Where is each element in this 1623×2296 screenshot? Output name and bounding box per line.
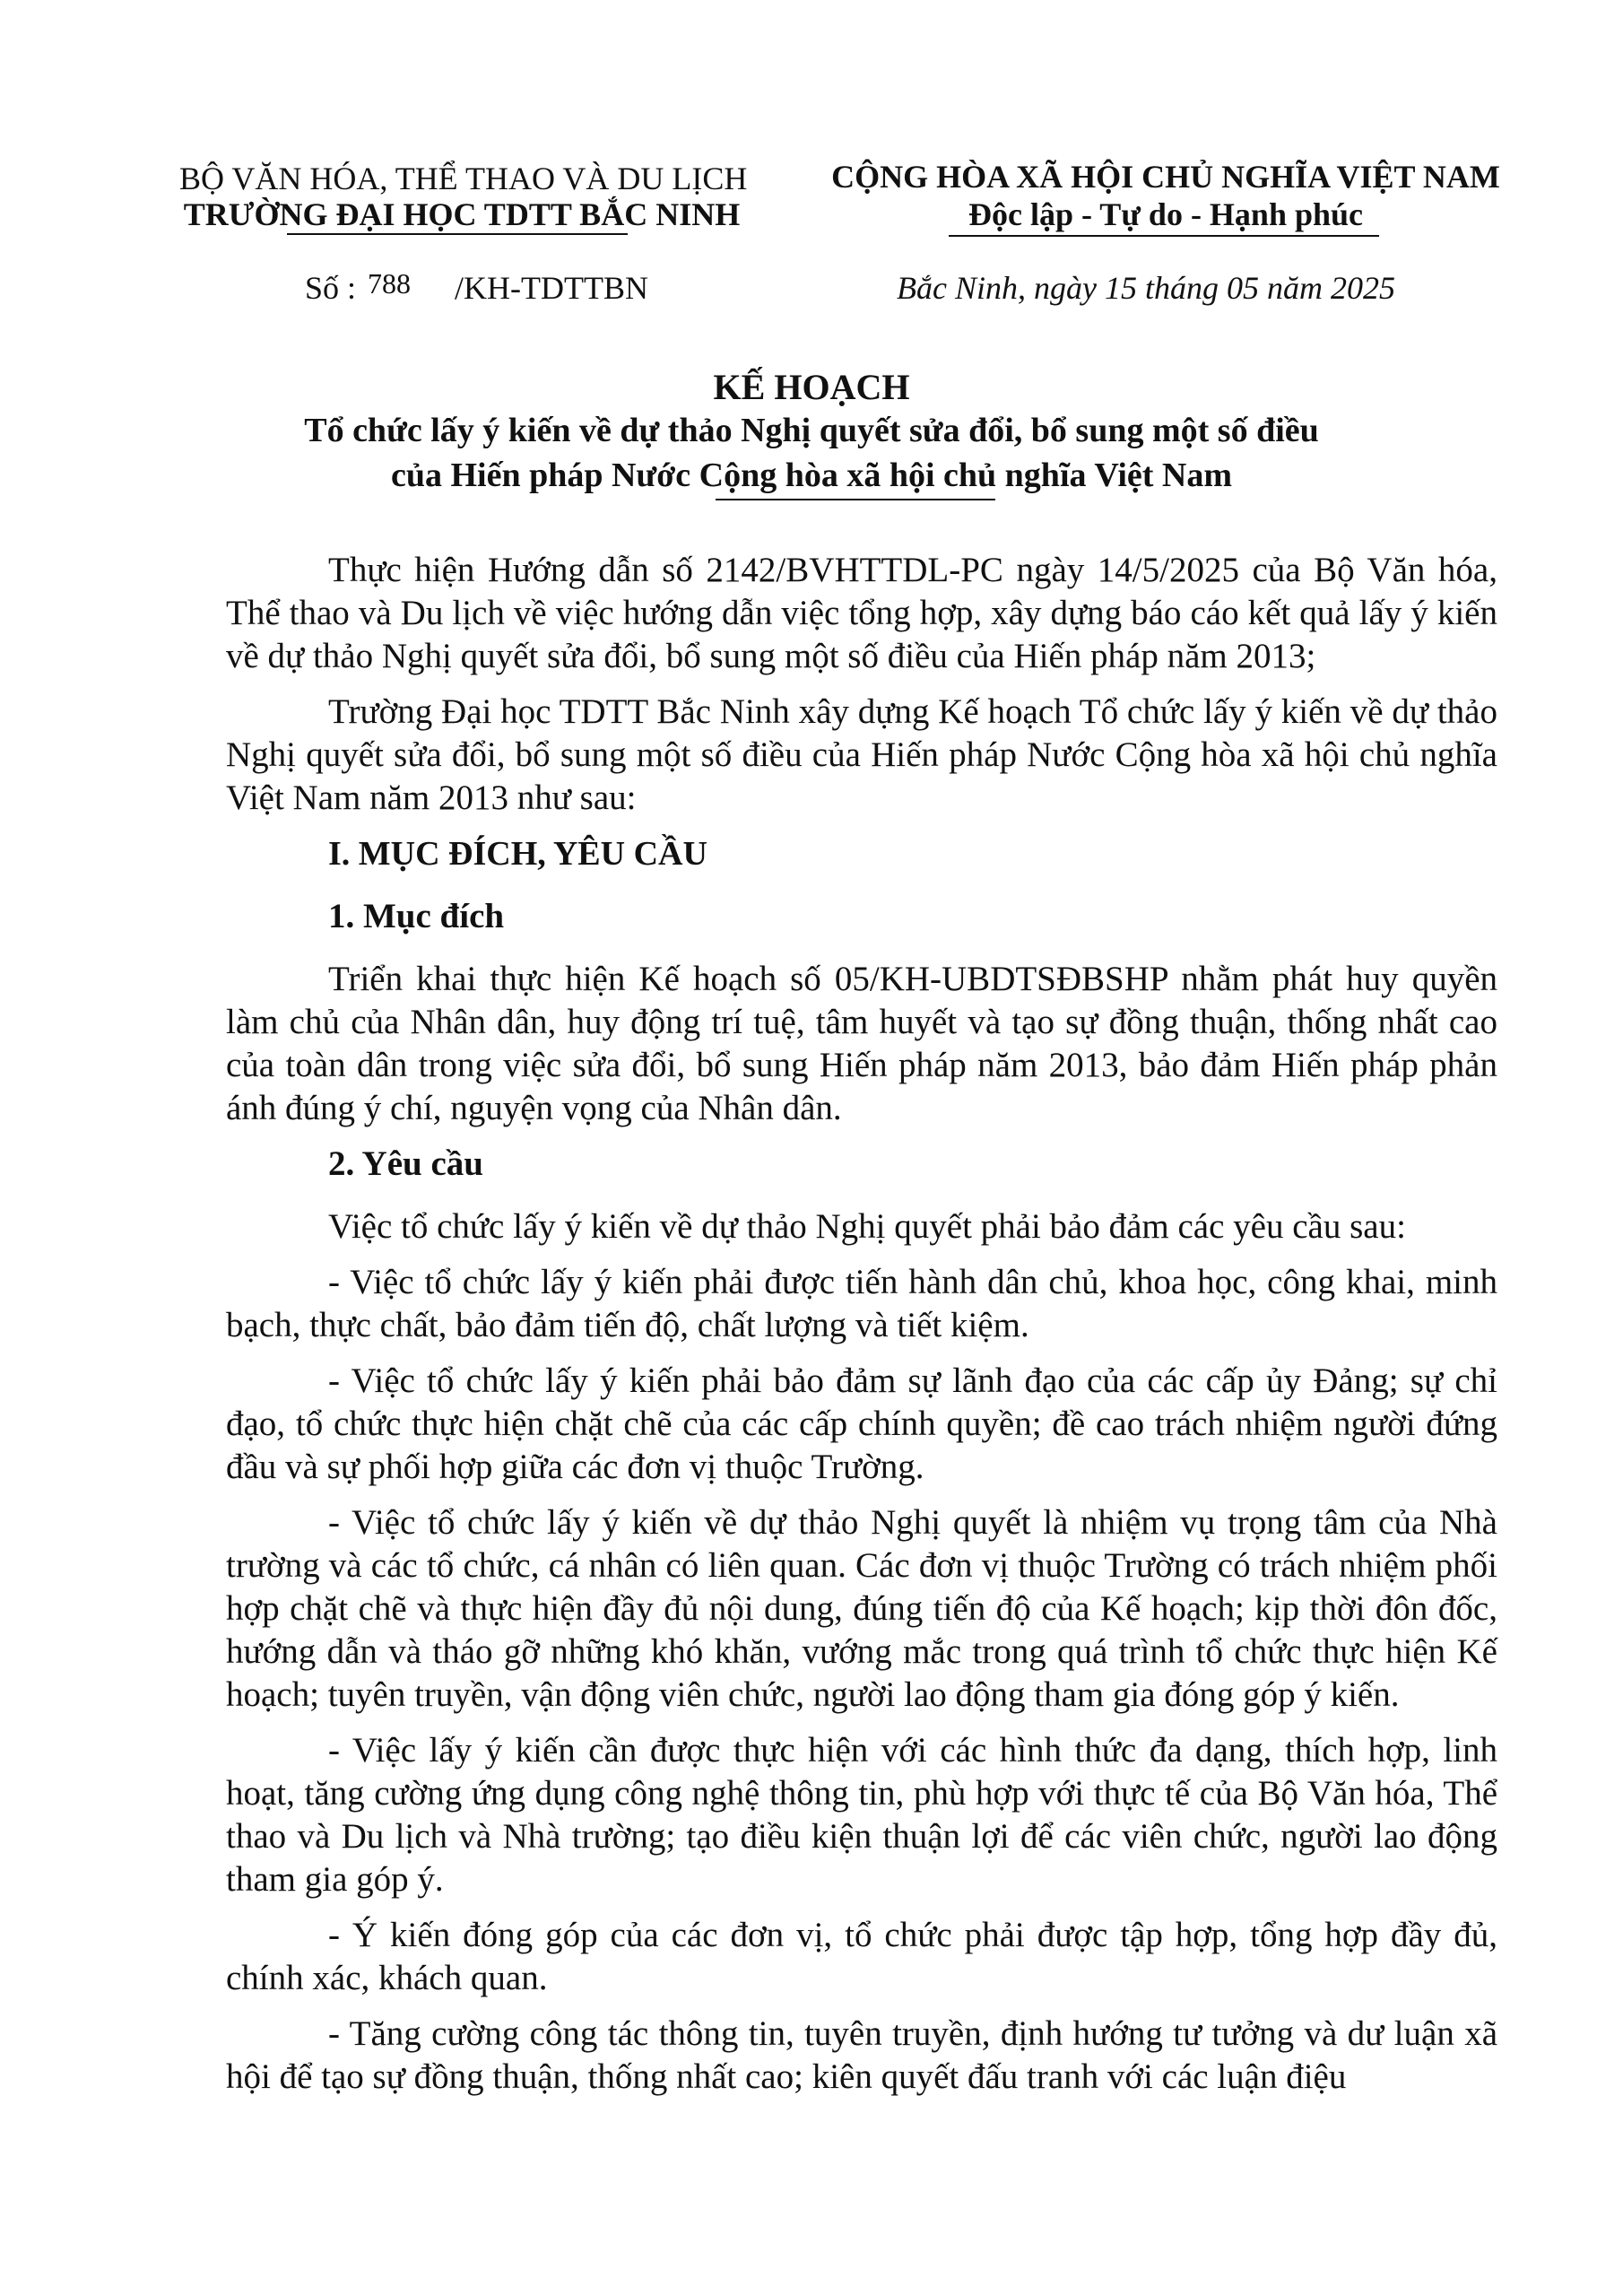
document-title: KẾ HOẠCH [713, 367, 910, 407]
paragraph-requirements-intro: Việc tổ chức lấy ý kiến về dự thảo Nghị quyết phải bảo đảm các yêu cầu sau: [328, 1207, 1406, 1246]
requirement-item-6: - Tăng cường công tác thông tin, tuyên truyền, định hướng tư tưởng và dư luận xã hội để tạo sự đồng thuận, thống nhất cao; kiên quyết đấu tranh với các luận điệu [226, 2014, 1497, 2096]
requirement-item-5: - Ý kiến đóng góp của các đơn vị, tổ chức phải được tập hợp, tổng hợp đầy đủ, chính xác, khách quan. [226, 1916, 1497, 1997]
title-underline [716, 499, 995, 500]
subsection-heading-purpose: 1. Mục đích [328, 897, 505, 935]
national-motto: Độc lập - Tự do - Hạnh phúc [968, 196, 1364, 232]
paragraph-purpose: Triển khai thực hiện Kế hoạch số 05/KH-UBDTSĐBSHP nhằm phát huy quyền làm chủ của Nhân dân, huy động trí tuệ, tâm huyết và tạo sự đồng thuận, thống nhất cao của toàn dân trong việc sửa đổi, bổ sung Hiến pháp năm 2013, bảo đảm Hiến pháp phản ánh đúng ý chí, nguyện vọng của Nhân dân. [226, 960, 1497, 1127]
ministry-name: BỘ VĂN HÓA, THỂ THAO VÀ DU LỊCH [179, 161, 748, 196]
motto-underline [949, 235, 1379, 237]
paragraph-intro-1: Thực hiện Hướng dẫn số 2142/BVHTTDL-PC ngày 14/5/2025 của Bộ Văn hóa, Thể thao và Du lịch về việc hướng dẫn việc tổng hợp, xây dựng báo cáo kết quả lấy ý kiến về dự thảo Nghị quyết sửa đổi, bổ sung một số điều của Hiến pháp năm 2013; [226, 551, 1497, 675]
paragraph-intro-2: Trường Đại học TDTT Bắc Ninh xây dựng Kế hoạch Tổ chức lấy ý kiến về dự thảo Nghị quyết sửa đổi, bổ sung một số điều của Hiến pháp Nước Cộng hòa xã hội chủ nghĩa Việt Nam năm 2013 như sau: [226, 692, 1497, 817]
document-body [226, 549, 1497, 2111]
requirement-item-4: - Việc lấy ý kiến cần được thực hiện với các hình thức đa dạng, thích hợp, linh hoạt, tăng cường ứng dụng công nghệ thông tin, phù hợp với thực tế của Bộ Văn hóa, Thể thao và Du lịch và Nhà trường; tạo điều kiện thuận lợi để các viên chức, người lao động tham gia góp ý. [226, 1731, 1497, 1899]
section-heading-1: I. MỤC ĐÍCH, YÊU CẦU [328, 835, 707, 873]
document-number [305, 269, 648, 307]
school-underline [287, 233, 628, 235]
document-subtitle-line1: Tổ chức lấy ý kiến về dự thảo Nghị quyết sửa đổi, bổ sung một số điều [304, 412, 1319, 449]
document-subtitle-line2: của Hiến pháp Nước Cộng hòa xã hội chủ nghĩa Việt Nam [390, 457, 1233, 494]
place-date: Bắc Ninh, ngày 15 tháng 05 năm 2025 [897, 270, 1395, 306]
country-name: CỘNG HÒA XÃ HỘI CHỦ NGHĨA VIỆT NAM [831, 159, 1500, 195]
subsection-heading-requirements: 2. Yêu cầu [328, 1144, 483, 1183]
number-label: Số : [305, 270, 357, 306]
requirement-item-1: - Việc tổ chức lấy ý kiến phải được tiến hành dân chủ, khoa học, công khai, minh bạch, thực chất, bảo đảm tiến độ, chất lượng và tiết kiệm. [226, 1263, 1497, 1344]
number-code: /KH-TDTTBN [455, 270, 648, 306]
requirement-item-2: - Việc tổ chức lấy ý kiến phải bảo đảm sự lãnh đạo của các cấp ủy Đảng; sự chỉ đạo, tổ chức thực hiện chặt chẽ của các cấp chính quyền; đề cao trách nhiệm người đứng đầu và sự phối hợp giữa các đơn vị thuộc Trường. [226, 1361, 1497, 1486]
requirement-item-3: - Việc tổ chức lấy ý kiến về dự thảo Nghị quyết là nhiệm vụ trọng tâm của Nhà trường và các tổ chức, cá nhân có liên quan. Các đơn vị thuộc Trường có trách nhiệm phối hợp chặt chẽ và thực hiện đầy đủ nội dung, đúng tiến độ của Kế hoạch; kịp thời đôn đốc, hướng dẫn và tháo gỡ những khó khăn, vướng mắc trong quá trình tổ chức thực hiện Kế hoạch; tuyên truyền, vận động viên chức, người lao động tham gia đóng góp ý kiến. [226, 1503, 1497, 1714]
school-name: TRƯỜNG ĐẠI HỌC TDTT BẮC NINH [183, 196, 741, 232]
number-value: 788 [368, 267, 412, 300]
